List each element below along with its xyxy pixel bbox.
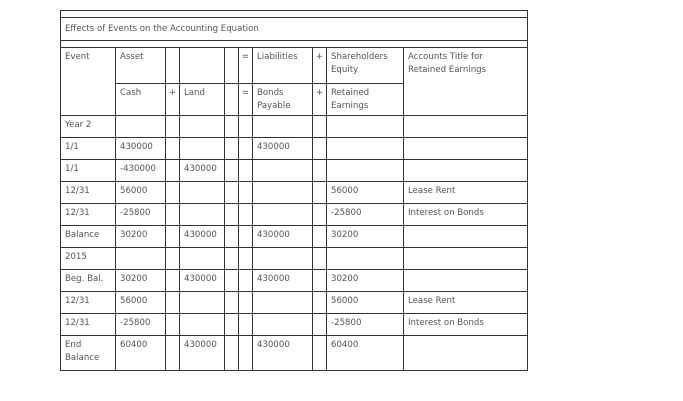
- land-cell: [180, 182, 225, 204]
- equals-column-cell: [239, 116, 253, 138]
- bonds-payable-cell: [253, 292, 313, 314]
- retained-earnings-cell: 30200: [327, 270, 404, 292]
- account-title-cell: [404, 160, 528, 182]
- blank-column-cell: [225, 226, 239, 248]
- cash-cell: -25800: [116, 204, 166, 226]
- plus-column-cell: [313, 204, 327, 226]
- bonds-payable-cell: 430000: [253, 270, 313, 292]
- event-cell: End Balance: [61, 336, 116, 371]
- cash-cell: 60400: [116, 336, 166, 371]
- land-cell: 430000: [180, 226, 225, 248]
- account-title-cell: Interest on Bonds: [404, 314, 528, 336]
- table-row: [61, 292, 528, 314]
- equals-column-cell: [239, 336, 253, 371]
- plus-column-cell: [313, 116, 327, 138]
- retained-earnings-cell: [327, 138, 404, 160]
- plus-column-cell: [313, 314, 327, 336]
- blank-column-cell: [225, 138, 239, 160]
- plus-column-cell: [166, 270, 180, 292]
- bonds-payable-cell: 430000: [253, 336, 313, 371]
- cash-cell: [116, 248, 166, 270]
- blank-column-cell: [225, 270, 239, 292]
- blank-column-cell: [225, 292, 239, 314]
- bonds-payable-cell: [253, 116, 313, 138]
- header-land: Land: [180, 84, 225, 116]
- retained-earnings-cell: 56000: [327, 292, 404, 314]
- cash-cell: 56000: [116, 182, 166, 204]
- land-cell: [180, 116, 225, 138]
- header-plus-sign: +: [166, 84, 180, 116]
- header-equals-sign: =: [239, 48, 253, 84]
- plus-column-cell: [313, 292, 327, 314]
- table-row: [61, 336, 528, 371]
- header-asset: Asset: [116, 48, 166, 84]
- table-row: [61, 204, 528, 226]
- header-liabilities: Liabilities: [253, 48, 313, 84]
- header-accounts-title: Accounts Title for Retained Earnings: [404, 48, 528, 116]
- account-title-cell: Interest on Bonds: [404, 204, 528, 226]
- plus-column-cell: [166, 336, 180, 371]
- plus-column-cell: [166, 116, 180, 138]
- header-cash: Cash: [116, 84, 166, 116]
- cash-cell: 56000: [116, 292, 166, 314]
- retained-earnings-cell: [327, 116, 404, 138]
- bonds-payable-cell: 430000: [253, 226, 313, 248]
- account-title-cell: [404, 116, 528, 138]
- blank-column-cell: [225, 248, 239, 270]
- cash-cell: -430000: [116, 160, 166, 182]
- blank-column-cell: [225, 204, 239, 226]
- plus-column-cell: [166, 226, 180, 248]
- plus-column-cell: [313, 160, 327, 182]
- land-cell: [180, 314, 225, 336]
- bonds-payable-cell: [253, 204, 313, 226]
- blank-column-cell: [225, 182, 239, 204]
- header-row-main: [61, 48, 528, 84]
- plus-column-cell: [166, 160, 180, 182]
- bonds-payable-cell: 430000: [253, 138, 313, 160]
- equals-column-cell: [239, 182, 253, 204]
- equals-column-cell: [239, 138, 253, 160]
- equals-column-cell: [239, 292, 253, 314]
- bonds-payable-cell: [253, 182, 313, 204]
- land-cell: [180, 204, 225, 226]
- retained-earnings-cell: -25800: [327, 314, 404, 336]
- retained-earnings-cell: 56000: [327, 182, 404, 204]
- event-cell: 12/31: [61, 314, 116, 336]
- retained-earnings-cell: 60400: [327, 336, 404, 371]
- blank-column-cell: [225, 160, 239, 182]
- account-title-cell: [404, 248, 528, 270]
- event-cell: 12/31: [61, 292, 116, 314]
- land-cell: [180, 138, 225, 160]
- plus-column-cell: [313, 248, 327, 270]
- event-cell: Year 2: [61, 116, 116, 138]
- retained-earnings-cell: 30200: [327, 226, 404, 248]
- header-blank: [225, 84, 239, 116]
- accounting-equation-worksheet: [60, 10, 527, 371]
- header-blank: [166, 48, 180, 84]
- spacer-cell: [61, 41, 528, 48]
- land-cell: 430000: [180, 160, 225, 182]
- spacer-row: [61, 41, 528, 48]
- plus-column-cell: [166, 292, 180, 314]
- top-spacer-row: [61, 11, 528, 18]
- blank-column-cell: [225, 314, 239, 336]
- blank-column-cell: [225, 116, 239, 138]
- table-row: [61, 314, 528, 336]
- table-row: [61, 226, 528, 248]
- bonds-payable-cell: [253, 314, 313, 336]
- data-rows: [61, 116, 528, 371]
- header-blank: [225, 48, 239, 84]
- event-cell: 1/1: [61, 138, 116, 160]
- cash-cell: -25800: [116, 314, 166, 336]
- plus-column-cell: [166, 204, 180, 226]
- plus-column-cell: [313, 270, 327, 292]
- equals-column-cell: [239, 204, 253, 226]
- equals-column-cell: [239, 248, 253, 270]
- header-equals-sign: =: [239, 84, 253, 116]
- table-row: [61, 160, 528, 182]
- account-title-cell: Lease Rent: [404, 292, 528, 314]
- table-row: [61, 248, 528, 270]
- account-title-cell: [404, 336, 528, 371]
- event-cell: 12/31: [61, 182, 116, 204]
- cash-cell: 430000: [116, 138, 166, 160]
- account-title-cell: [404, 226, 528, 248]
- land-cell: [180, 292, 225, 314]
- blank-column-cell: [225, 336, 239, 371]
- land-cell: [180, 248, 225, 270]
- table-title: Effects of Events on the Accounting Equation: [61, 18, 528, 41]
- plus-column-cell: [313, 336, 327, 371]
- account-title-cell: [404, 270, 528, 292]
- account-title-cell: [404, 138, 528, 160]
- land-cell: 430000: [180, 336, 225, 371]
- plus-column-cell: [313, 226, 327, 248]
- equals-column-cell: [239, 270, 253, 292]
- plus-column-cell: [166, 314, 180, 336]
- title-row: [61, 18, 528, 41]
- cash-cell: 30200: [116, 226, 166, 248]
- header-plus-sign: +: [313, 48, 327, 84]
- bonds-payable-cell: [253, 248, 313, 270]
- cash-cell: 30200: [116, 270, 166, 292]
- event-cell: 2015: [61, 248, 116, 270]
- account-title-cell: Lease Rent: [404, 182, 528, 204]
- plus-column-cell: [166, 138, 180, 160]
- retained-earnings-cell: -25800: [327, 204, 404, 226]
- table-row: [61, 182, 528, 204]
- header-retained-earnings: Retained Earnings: [327, 84, 404, 116]
- event-cell: Balance: [61, 226, 116, 248]
- retained-earnings-cell: [327, 160, 404, 182]
- plus-column-cell: [313, 182, 327, 204]
- header-bonds-payable: Bonds Payable: [253, 84, 313, 116]
- event-cell: Beg. Bal.: [61, 270, 116, 292]
- land-cell: 430000: [180, 270, 225, 292]
- event-cell: 12/31: [61, 204, 116, 226]
- equals-column-cell: [239, 314, 253, 336]
- bonds-payable-cell: [253, 160, 313, 182]
- accounting-equation-table: [60, 10, 528, 371]
- header-plus-sign: +: [313, 84, 327, 116]
- header-shareholders-equity: Shareholders Equity: [327, 48, 404, 84]
- plus-column-cell: [166, 248, 180, 270]
- equals-column-cell: [239, 160, 253, 182]
- event-cell: 1/1: [61, 160, 116, 182]
- header-event: Event: [61, 48, 116, 116]
- table-row: [61, 138, 528, 160]
- plus-column-cell: [313, 138, 327, 160]
- equals-column-cell: [239, 226, 253, 248]
- retained-earnings-cell: [327, 248, 404, 270]
- table-row: [61, 116, 528, 138]
- table-row: [61, 270, 528, 292]
- spacer-cell: [61, 11, 528, 18]
- header-blank: [180, 48, 225, 84]
- cash-cell: [116, 116, 166, 138]
- plus-column-cell: [166, 182, 180, 204]
